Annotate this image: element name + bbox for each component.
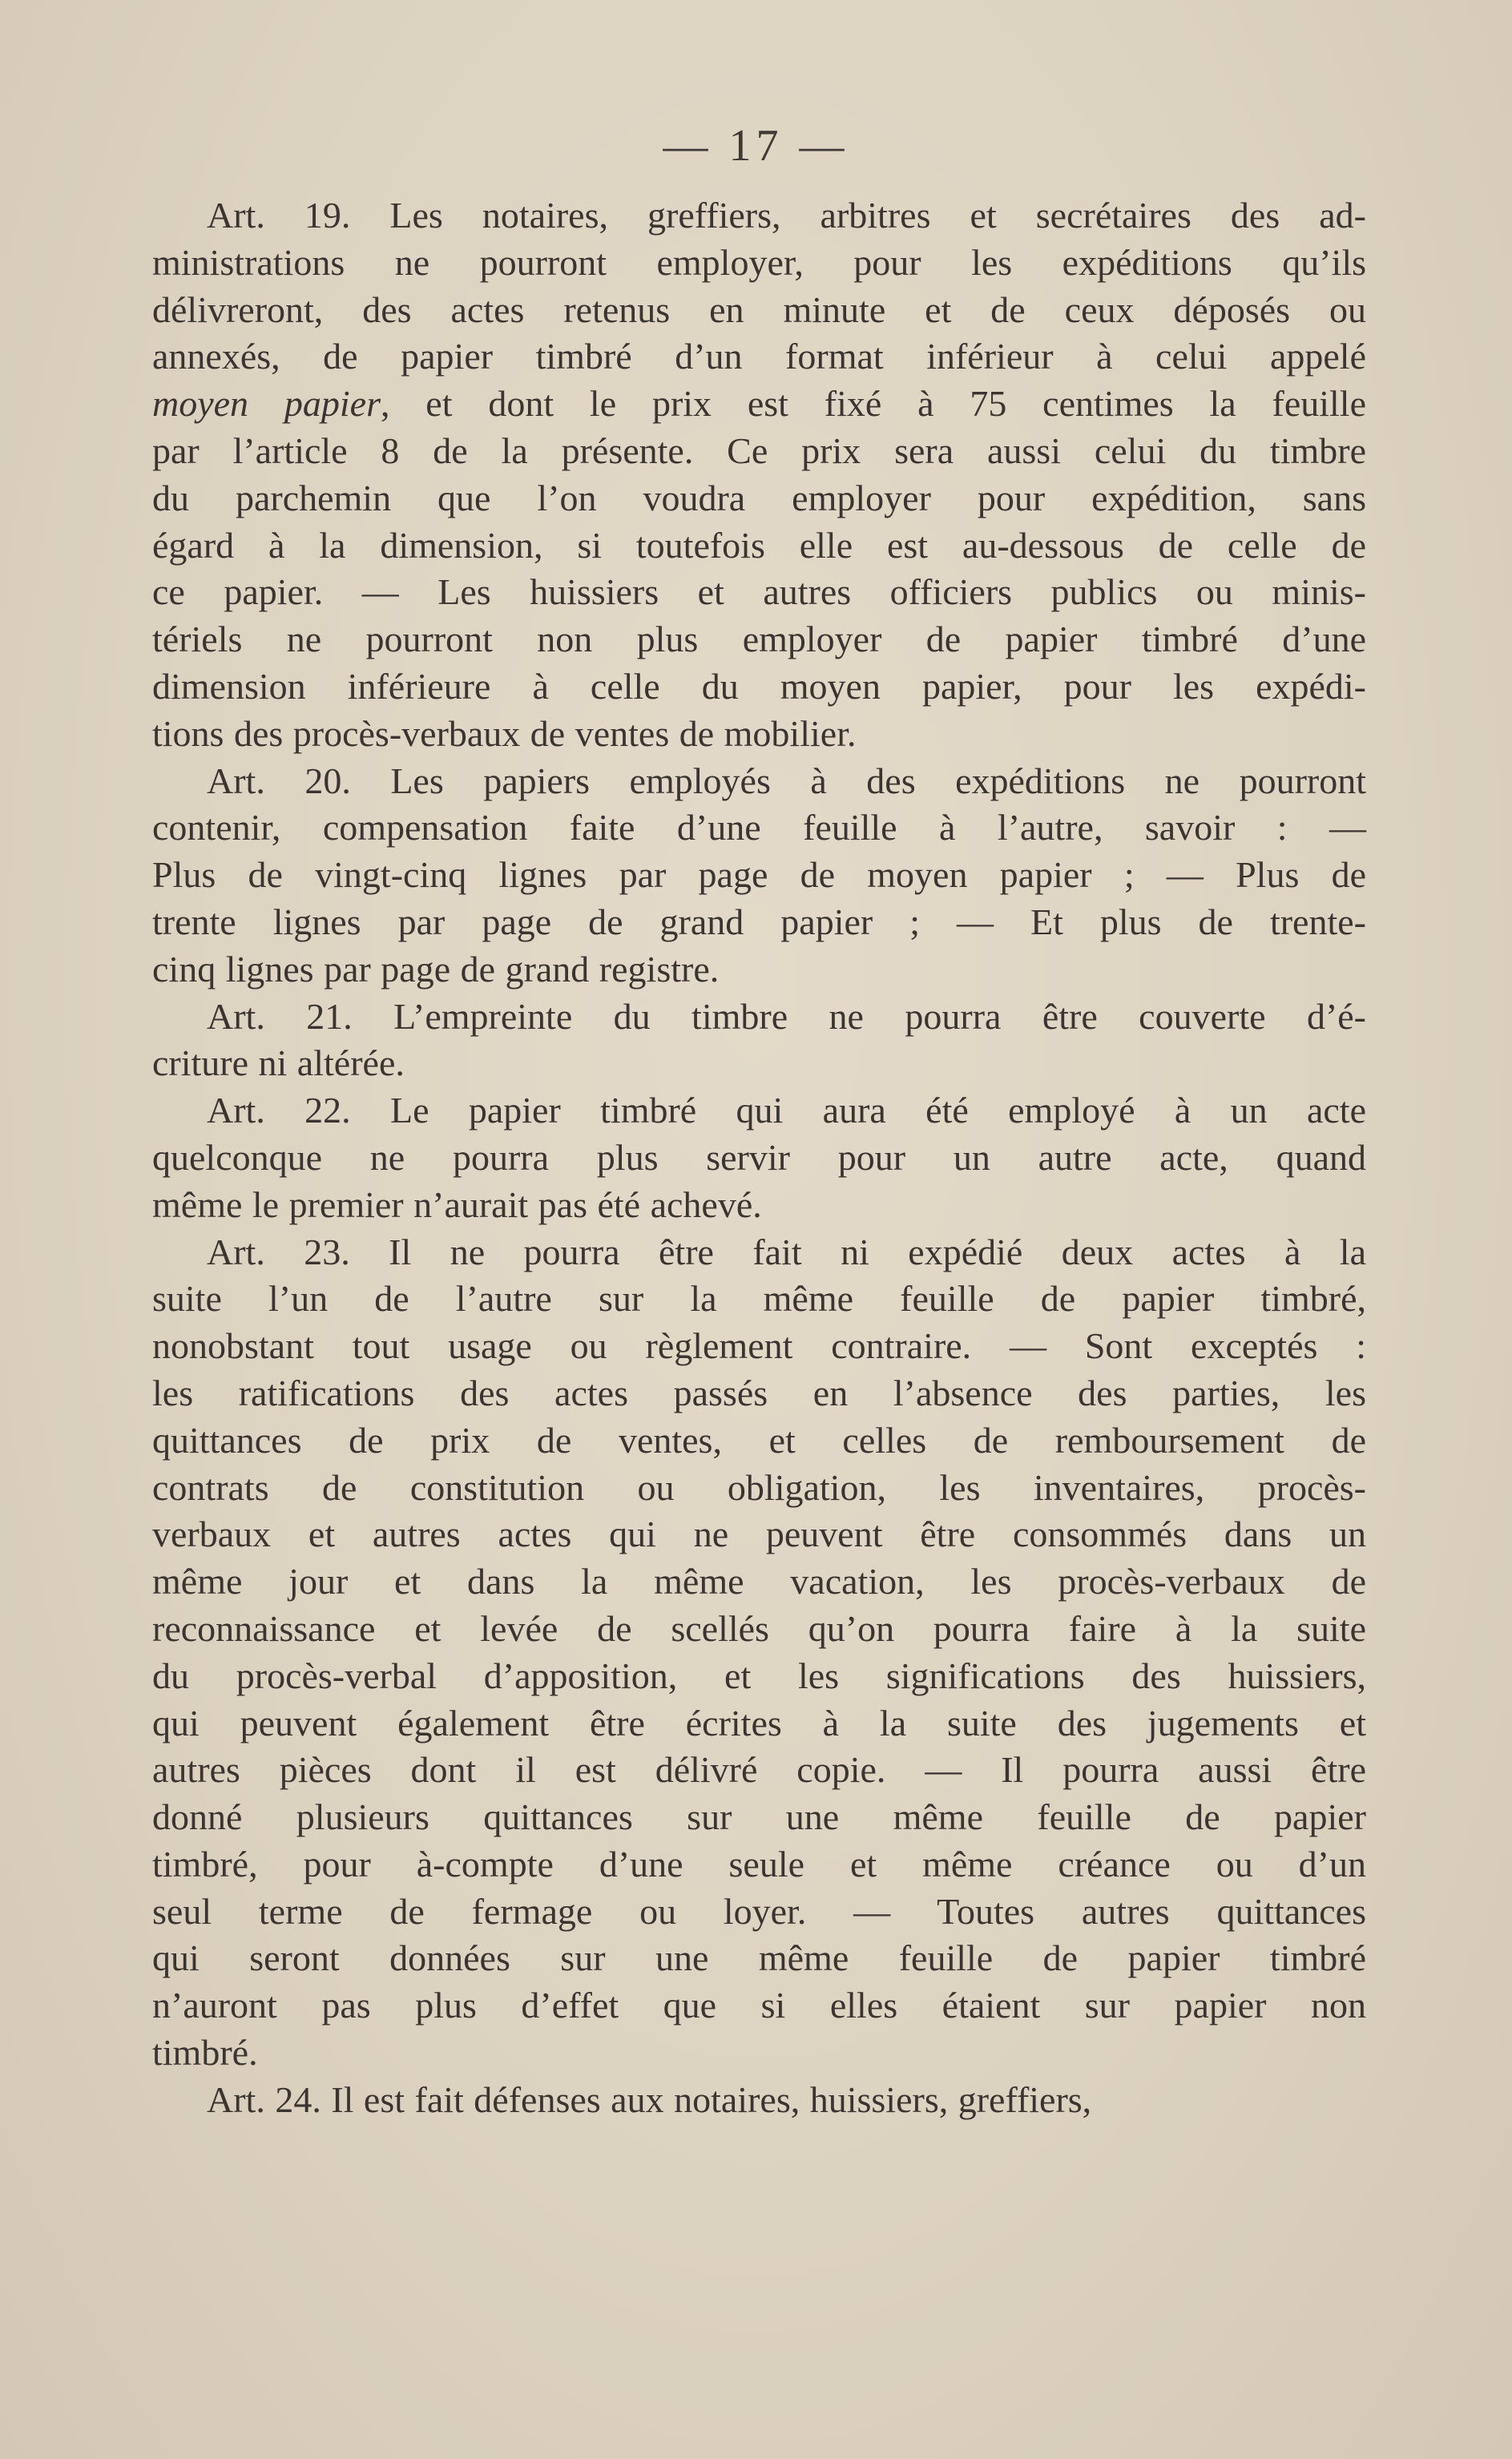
text-line: délivreront, des actes retenus en minute et de ceux déposés ou [152,288,1366,330]
text-line: verbaux et autres actes qui ne peuvent être consommés dans un [152,1514,1366,1555]
text-line: timbré, pour à-compte d’une seule et même créance ou d’un [152,1843,1366,1885]
text-line: du parchemin que l’on voudra employer pour expédition, sans [152,477,1366,518]
text-line: ministrations ne pourront employer, pour les expéditions qu’ils [152,241,1366,283]
text-line: moyen papier, et dont le prix est fixé à 75 centimes la feuille [152,383,1366,425]
text-line: cinq lignes par page de grand registre. [152,948,720,990]
page-number: — 17 — [663,121,849,171]
text-line: quittances de prix de ventes, et celles de remboursement de [152,1419,1366,1461]
text-line: Art. 21. L’empreinte du timbre ne pourra être couverte d’é- [207,995,1366,1037]
text-line: qui peuvent également être écrites à la suite des jugements et [152,1702,1366,1743]
text-line: criture ni altérée. [152,1042,405,1084]
body-text [152,192,1366,2124]
text-line: reconnaissance et levée de scellés qu’on pourra faire à la suite [152,1607,1366,1649]
text-line: contenir, compensation faite d’une feuille à l’autre, savoir : — [152,807,1366,849]
text-line: seul terme de fermage ou loyer. — Toutes autres quittances [152,1890,1366,1932]
text-line: annexés, de papier timbré d’un format inférieur à celui appelé [152,336,1366,377]
text-line: dimension inférieure à celle du moyen papier, pour les expédi- [152,665,1366,707]
text-line: timbré. [152,2032,258,2074]
text-line: Art. 19. Les notaires, greffiers, arbitres et secrétaires des ad- [207,195,1366,236]
text-line: même jour et dans la même vacation, les procès-verbaux de [152,1561,1366,1602]
text-line: tions des procès-verbaux de ventes de mobilier. [152,712,857,754]
text-line: égard à la dimension, si toutefois elle est au-dessous de celle de [152,524,1366,566]
article-paragraph [152,2077,1366,2124]
text-line: Art. 22. Le papier timbré qui aura été employé à un acte [207,1090,1366,1131]
text-line: par l’article 8 de la présente. Ce prix sera aussi celui du timbre [152,429,1366,471]
text-line: Art. 20. Les papiers employés à des expéditions ne pourront [207,760,1366,801]
text-line: suite l’un de l’autre sur la même feuille de papier timbré, [152,1278,1366,1320]
text-line: quelconque ne pourra plus servir pour un autre acte, quand [152,1136,1366,1178]
text-line: contrats de constitution ou obligation, les inventaires, procès- [152,1466,1366,1508]
text-line: tériels ne pourront non plus employer de papier timbré d’une [152,619,1366,660]
article-paragraph [152,1229,1366,2077]
text-line: n’auront pas plus d’effet que si elles étaient sur papier non [152,1985,1366,2026]
text-line: trente lignes par page de grand papier ; — Et plus de trente- [152,901,1366,942]
text-line: ce papier. — Les huissiers et autres officiers publics ou minis- [152,571,1366,613]
article-paragraph [152,1087,1366,1228]
article-paragraph [152,192,1366,758]
text-line: même le premier n’aurait pas été achevé. [152,1183,762,1225]
text-line: les ratifications des actes passés en l’absence des parties, les [152,1372,1366,1413]
text-line: du procès-verbal d’apposition, et les significations des huissiers, [152,1655,1366,1696]
text-line: Art. 24. Il est fait défenses aux notaires, huissiers, greffiers, [207,2078,1092,2120]
article-paragraph [152,994,1366,1088]
text-line: autres pièces dont il est délivré copie. — Il pourra aussi être [152,1749,1366,1791]
text-line: Art. 23. Il ne pourra être fait ni expédié deux actes à la [207,1231,1366,1272]
text-line: nonobstant tout usage ou règlement contraire. — Sont exceptés : [152,1325,1366,1367]
article-paragraph [152,758,1366,994]
text-line: Plus de vingt-cinq lignes par page de moyen papier ; — Plus de [152,854,1366,896]
text-line: qui seront données sur une même feuille de papier timbré [152,1937,1366,1979]
text-line: donné plusieurs quittances sur une même feuille de papier [152,1796,1366,1838]
